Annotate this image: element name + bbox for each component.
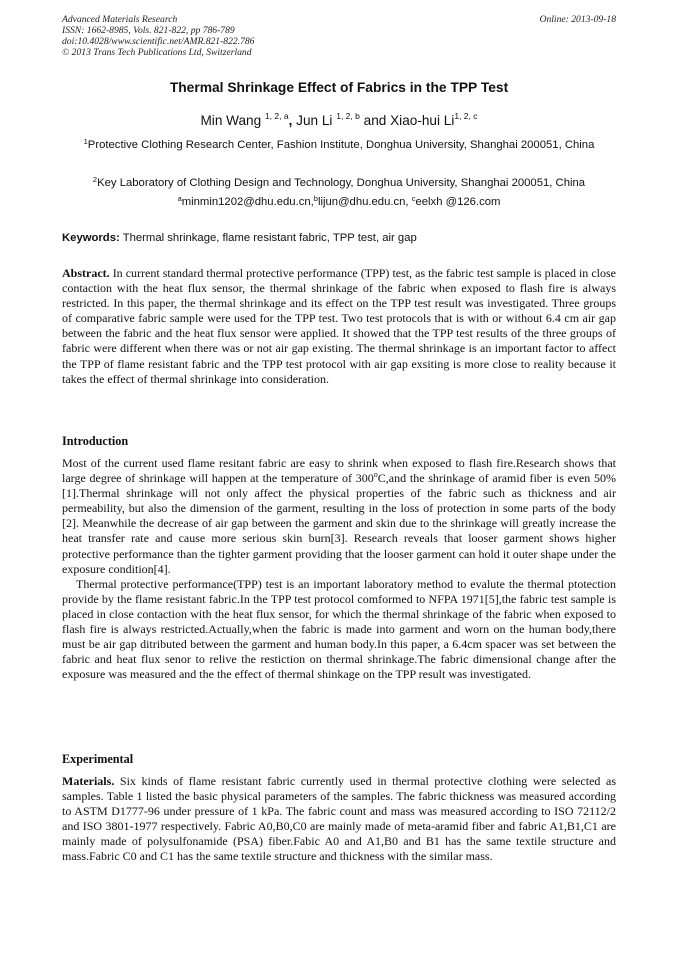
section-heading-introduction: Introduction [62, 434, 129, 448]
paper-title: Thermal Shrinkage Effect of Fabrics in the TPP Test [169, 80, 509, 95]
author-affiliation-marker: 1, 2, c [454, 111, 478, 121]
author-affiliation-marker: 1, 2, a [264, 111, 289, 121]
affiliation-marker: 2 [92, 175, 98, 184]
author-name: Min Wang [200, 113, 262, 128]
materials-text: Six kinds of flame resistant fabric currently used in thermal protective clothing were selected as samples. Table 1 listed the basic physical parameters of the samples. The fabric thickness was measured according to ASTM D1777-96 under pressure of 1 kPa. The fabric count and mass was measured according to ISO 72112/2 and ISO 3801-1977 respectively. Fabric A0,B0,C0 are mainly made of meta-aramid fiber and fabric A1,B1,C1 are mainly made of polysulfonamide (PSA) fiber.Fabic A0 and A1,B0 and B1 has the same textile structure and mass.Fabric C0 and C1 has the same textile structure and thickness with the similar mass. [62, 774, 617, 864]
affiliation-text: Key Laboratory of Clothing Design and Technology, Donghua University, Shanghai 200051, China [97, 177, 586, 189]
online-date: Online: 2013-09-18 [539, 14, 616, 25]
doi-line: doi:10.4028/www.scientific.net/AMR.821-822.786 [62, 36, 255, 47]
affiliation [62, 138, 616, 153]
email-list [62, 196, 616, 208]
author-joiner: and [363, 113, 387, 128]
copyright-line: © 2013 Trans Tech Publications Ltd, Switzerland [62, 47, 252, 58]
paragraph [62, 456, 616, 577]
abstract [62, 266, 616, 387]
author-list: Min Wang $^{1, 2, a}$, Jun Li $^{1, 2, b}$ and Xiao-hui Li$^{1, 2, c}$ [200, 111, 478, 128]
abstract-text: In current standard thermal protective performance (TPP) test, as the fabric test sample is placed in close contaction with the heat flux sensor, the thermal shrinkage of the fabric when exposed to flash fire is always restricted. In this paper, the thermal shrinkage and its effect on the TPP test result was investigated. Three groups of comparative fabric sample were used for the TPP test. Two test protocols that is with or without 6.4 cm air gap between the fabric and the heat flux sensor were applied. It showed that the TPP test results of the three groups of fabric were different when there was or not air gap existing. The thermal shrinkage is an important factor to affect the TPP of flame resistant fabric and the TPP test protocol with air gap exsiting is more close to reality because it takes the effect of thermal shrinkage into consideration. [62, 266, 616, 386]
keywords-text: Thermal shrinkage, flame resistant fabric, TPP test, air gap [122, 232, 417, 244]
materials-label: Materials. [62, 774, 115, 788]
affiliation-text: Protective Clothing Research Center, Fashion Institute, Donghua University, Shanghai 200051, China [87, 139, 595, 151]
affiliation-marker: 1 [83, 137, 88, 146]
publication-header [62, 14, 616, 58]
email-marker: b [313, 194, 318, 203]
issn-line: ISSN: 1662-8985, Vols. 821-822, pp 786-789 [62, 25, 235, 36]
materials-paragraph [62, 774, 616, 865]
email-address: lijun@dhu.edu.cn, [317, 196, 409, 208]
introduction-body [62, 456, 616, 682]
journal-name: Advanced Materials Research [62, 14, 178, 25]
paragraph: Thermal protective performance(TPP) test is an important laboratory method to evalute the thermal ptotection provide by the flame resistant fabric.In the TPP test protocol comformed to NFPA 1971[5],the fabric test sample is placed in close contaction with the heat flux sensor, for which the thermal shrinkage of the fabric when exposed to flash fire is always restricted.Actually,when the fabric is made into garment and worn on the human body,there must be air gap ditributed between the garment and human body.In this paper, a 6.4cm spacer was set between the fabric and heat flux senor to relive the restiction on thermal shrinkage.The fabric dimensional change after the exposure was measured and the the effect of thermal shinkage on the TPP result was investigated. [62, 576, 616, 682]
degree-superscript: o [373, 470, 378, 480]
keywords-label: Keywords: [62, 232, 120, 244]
author-name: Xiao-hui Li [390, 113, 455, 128]
author-affiliation-marker: 1, 2, b [336, 111, 360, 121]
paragraph-text: Most of the current used flame resitant fabric are easy to shrink when exposed to flash fire.Research shows that large degree of shrinkage will happen at the temperature of 300 [62, 456, 616, 486]
abstract-label: Abstract. [62, 266, 110, 280]
email-address: minmin1202@dhu.edu.cn, [181, 196, 314, 208]
affiliation [62, 176, 616, 191]
email-marker: c [411, 194, 416, 203]
email-address: eelxh @126.com [415, 196, 501, 208]
paragraph-text: C,and the shrinkage of aramid fiber is even 50%[1].Thermal shrinkage will not only affect the physical properties of the fabric such as thickness and air permeability, but also the dimension of the garment, resulting in the loss of protection in some parts of the body [2]. Meanwhile the decrease of air gap between the garment and skin due to the shrinkage will greatly increase the heat transfer rate and cause more serious skin burn[3]. Research reveals that looser garment shows higher protective performance than the tighter garment providing that the looser garment can hold it outer shape under the exposure condition[4]. [62, 471, 616, 576]
section-heading-experimental: Experimental [62, 752, 134, 766]
keywords-line [62, 232, 616, 244]
author-name: Jun Li [296, 113, 333, 128]
email-marker: a [177, 194, 182, 203]
